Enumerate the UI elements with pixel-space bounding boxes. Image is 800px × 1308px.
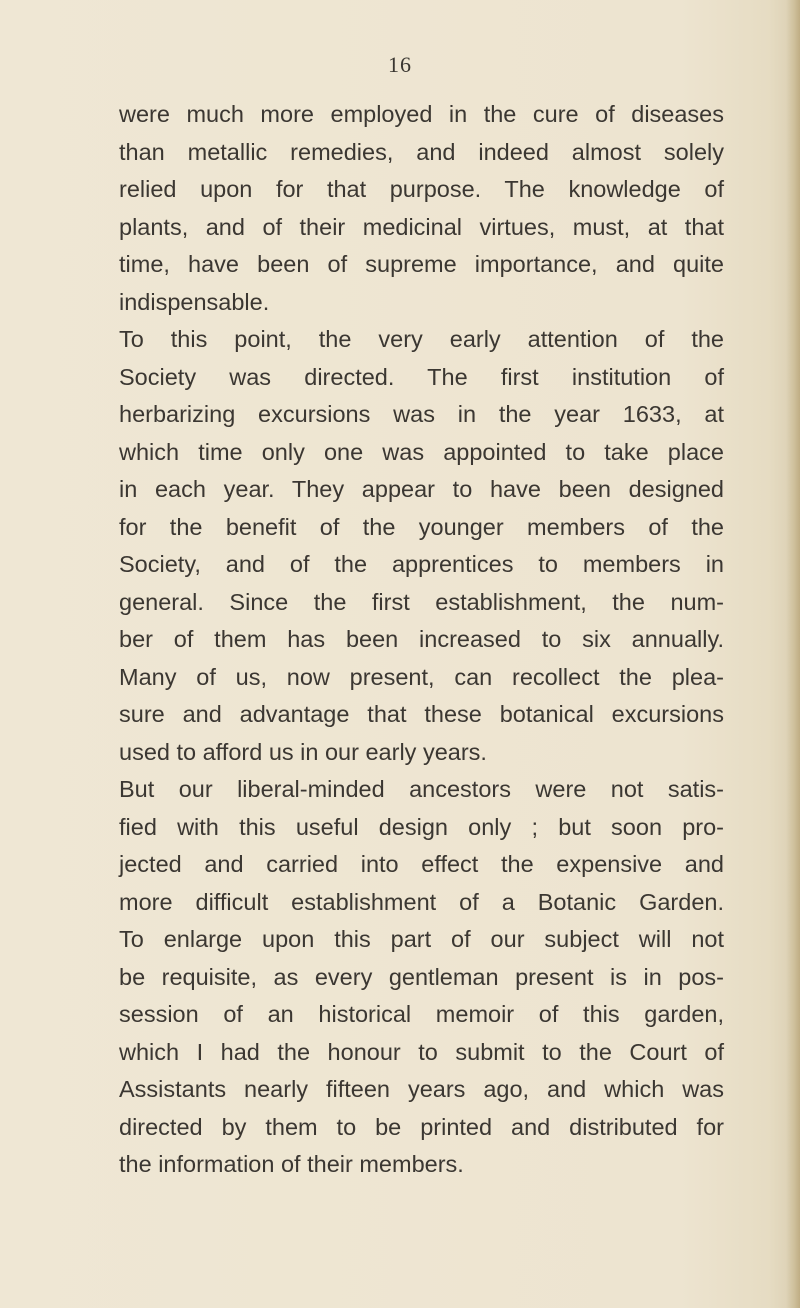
text-line: sure and advantage that these botanical excursions: [119, 701, 724, 727]
page-edge-shadow: [786, 0, 800, 1308]
text-line: which I had the honour to submit to the Court of: [119, 1038, 724, 1065]
text-line: directed by them to be printed and distributed for: [119, 1113, 724, 1140]
text-line: Assistants nearly fifteen years ago, and which was: [119, 1076, 724, 1102]
text-line: for the benefit of the younger members of the: [119, 513, 724, 540]
text-line: time, have been of supreme importance, and quite: [119, 251, 724, 277]
text-line: than metallic remedies, and indeed almost solely: [119, 138, 724, 165]
page-number: 16: [388, 52, 412, 77]
text-line: were much more employed in the cure of diseases: [119, 101, 724, 127]
text-line: session of an historical memoir of this garden,: [119, 1001, 724, 1027]
body-text: [119, 96, 724, 1184]
text-line: used to afford us in our early years.: [119, 738, 487, 765]
text-line: Society, and of the apprentices to members in: [119, 551, 724, 577]
text-line: in each year. They appear to have been designed: [119, 476, 724, 502]
text-line: jected and carried into effect the expensive and: [119, 851, 724, 877]
text-line: be requisite, as every gentleman present is in pos-: [119, 963, 724, 990]
text-line: plants, and of their medicinal virtues, must, at that: [119, 213, 724, 240]
text-line: Many of us, now present, can recollect the plea-: [119, 663, 724, 690]
text-line: which time only one was appointed to take place: [119, 438, 724, 465]
text-line: But our liberal-minded ancestors were not satis-: [119, 776, 724, 802]
text-line: herbarizing excursions was in the year 1633, at: [119, 401, 724, 427]
text-line: fied with this useful design only ; but soon pro-: [119, 813, 724, 840]
text-line: indispensable.: [119, 288, 270, 315]
text-line: Society was directed. The first institution of: [119, 363, 724, 390]
text-line: relied upon for that purpose. The knowledge of: [119, 176, 724, 202]
text-line: the information of their members.: [119, 1151, 464, 1177]
text-line: general. Since the first establishment, the num-: [119, 588, 724, 615]
text-line: To this point, the very early attention of the: [119, 326, 724, 352]
text-line: more difficult establishment of a Botanic Garden.: [119, 888, 724, 915]
text-line: To enlarge upon this part of our subject will not: [119, 926, 724, 952]
text-line: ber of them has been increased to six annually.: [119, 626, 724, 652]
